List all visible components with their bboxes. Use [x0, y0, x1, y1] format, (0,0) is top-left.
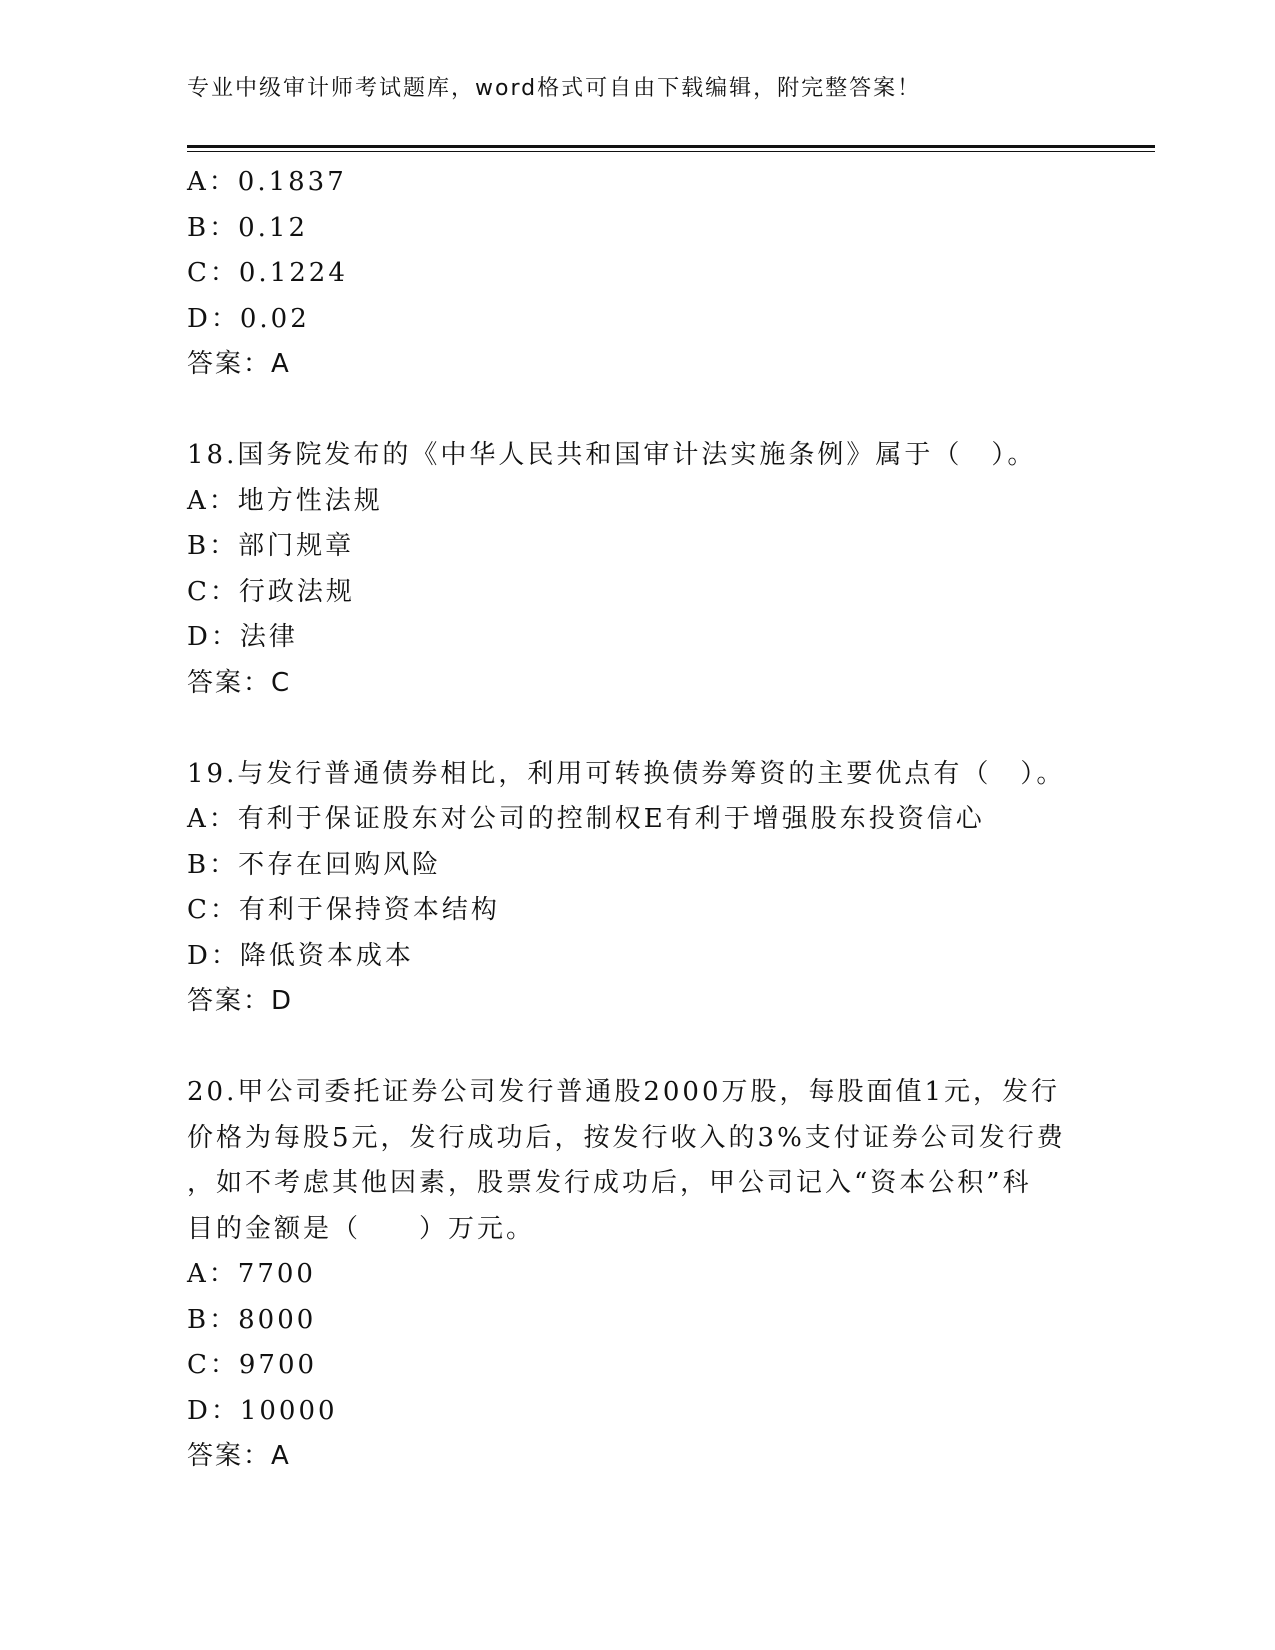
stem-line: 目的金额是（ ）万元。	[187, 1213, 536, 1244]
header-rule-thin	[187, 151, 1155, 152]
question-20-stem	[187, 1070, 1087, 1252]
spacer	[187, 388, 1087, 434]
option-c: C：9700	[187, 1350, 318, 1380]
header-rule-thick	[187, 145, 1155, 148]
question-20-options	[187, 1252, 1087, 1434]
option-d: D：降低资本成本	[187, 940, 414, 971]
question-20-answer: 答案：A	[187, 1441, 291, 1471]
option-a: A：7700	[187, 1259, 316, 1289]
stem-line: 价格为每股5元，发行成功后，按发行收入的3%支付证券公司发行费	[187, 1122, 1066, 1153]
question-19-stem: 19.与发行普通债券相比，利用可转换债券筹资的主要优点有（ ）。	[187, 758, 1066, 789]
question-17-options	[187, 160, 1087, 342]
option-a: A：0.1837	[187, 167, 347, 197]
option-a: A：有利于保证股东对公司的控制权E有利于增强股东投资信心	[187, 804, 985, 834]
option-b: B：不存在回购风险	[187, 849, 442, 880]
option-b: B：8000	[187, 1304, 317, 1335]
option-d: D：10000	[187, 1395, 338, 1426]
spacer	[187, 1025, 1087, 1071]
question-content	[187, 160, 1087, 1480]
option-d: D：0.02	[187, 303, 310, 334]
question-18-options	[187, 479, 1087, 661]
question-18-stem: 18.国务院发布的《中华人民共和国审计法实施条例》属于（ ）。	[187, 440, 1037, 470]
option-c: C：0.1224	[187, 258, 348, 288]
question-17-answer: 答案：A	[187, 349, 291, 379]
stem-line: ，如不考虑其他因素，股票发行成功后，甲公司记入“资本公积”科	[187, 1168, 1032, 1198]
option-a: A：地方性法规	[187, 485, 383, 516]
spacer	[187, 706, 1087, 752]
page-header-text: 专业中级审计师考试题库，word格式可自由下载编辑，附完整答案！	[187, 76, 922, 101]
stem-line: 20.甲公司委托证券公司发行普通股2000万股，每股面值1元，发行	[187, 1077, 1061, 1107]
option-b: B：部门规章	[187, 531, 355, 561]
question-19-options	[187, 797, 1087, 979]
question-18-answer: 答案：C	[187, 667, 292, 698]
option-c: C：有利于保持资本结构	[187, 895, 500, 925]
option-c: C：行政法规	[187, 576, 355, 607]
option-b: B：0.12	[187, 212, 308, 243]
option-d: D：法律	[187, 622, 298, 652]
question-19-answer: 答案：D	[187, 986, 294, 1016]
